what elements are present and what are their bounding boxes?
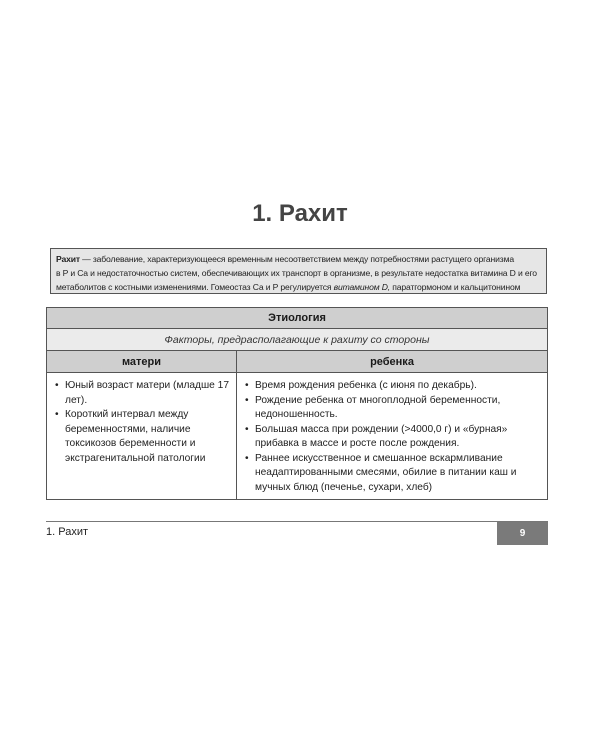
column-header-child: ребенка (370, 356, 414, 368)
table-subheader: Факторы, предрасполагающие к рахиту со стороны (47, 329, 547, 351)
list-item: • Большая масса при рождении (>4000,0 г) и «бурная» прибавка в массе и росте после рождения. (245, 423, 543, 452)
list-item: • Рождение ребенка от многоплодной беременности, недоношенность. (245, 394, 543, 423)
column-header-mother: матери (47, 351, 237, 372)
list-item: • Время рождения ребенка (с июня по декабрь). (245, 379, 543, 394)
list-item: • Короткий интервал между беременностями, наличие токсикозов беременности и экстрагенитальной патологии (55, 408, 232, 466)
child-factors-cell (237, 373, 547, 499)
definition-term: Рахит (56, 254, 80, 264)
footer-divider (46, 521, 548, 522)
mother-factors-cell (47, 373, 237, 499)
table-column-headers (47, 351, 547, 373)
mother-factors-list (47, 373, 236, 466)
page-number: 9 (497, 522, 548, 545)
table-header: Этиология (47, 308, 547, 329)
child-factors-list (237, 373, 547, 495)
definition-line-2: в P и Ca и недостаточностью систем, обеспечивающих их транспорт в организме, в результате недостатка витамина D и его (56, 268, 537, 278)
footer-chapter-title: 1. Рахит (46, 526, 89, 538)
definition-box (50, 248, 547, 294)
definition-line-3: метаболитов с костными изменениями. Гомеостаз Са и Р регулируется витамином D, паратгормоном и кальцитонином (56, 282, 521, 292)
list-item: • Раннее искусственное и смешанное вскармливание неадаптированными смесями, обилие в питании каш и мучных блюд (печенье, сухари, хлеб) (245, 452, 543, 496)
definition-line-1: Рахит — заболевание, характеризующееся временным несоответствием между потребностями растущего организма (56, 254, 514, 264)
page-title: 1. Рахит (252, 200, 348, 227)
list-item: • Юный возраст матери (младше 17 лет). (55, 379, 232, 408)
etiology-table (46, 307, 548, 500)
table-body-row (47, 373, 547, 499)
